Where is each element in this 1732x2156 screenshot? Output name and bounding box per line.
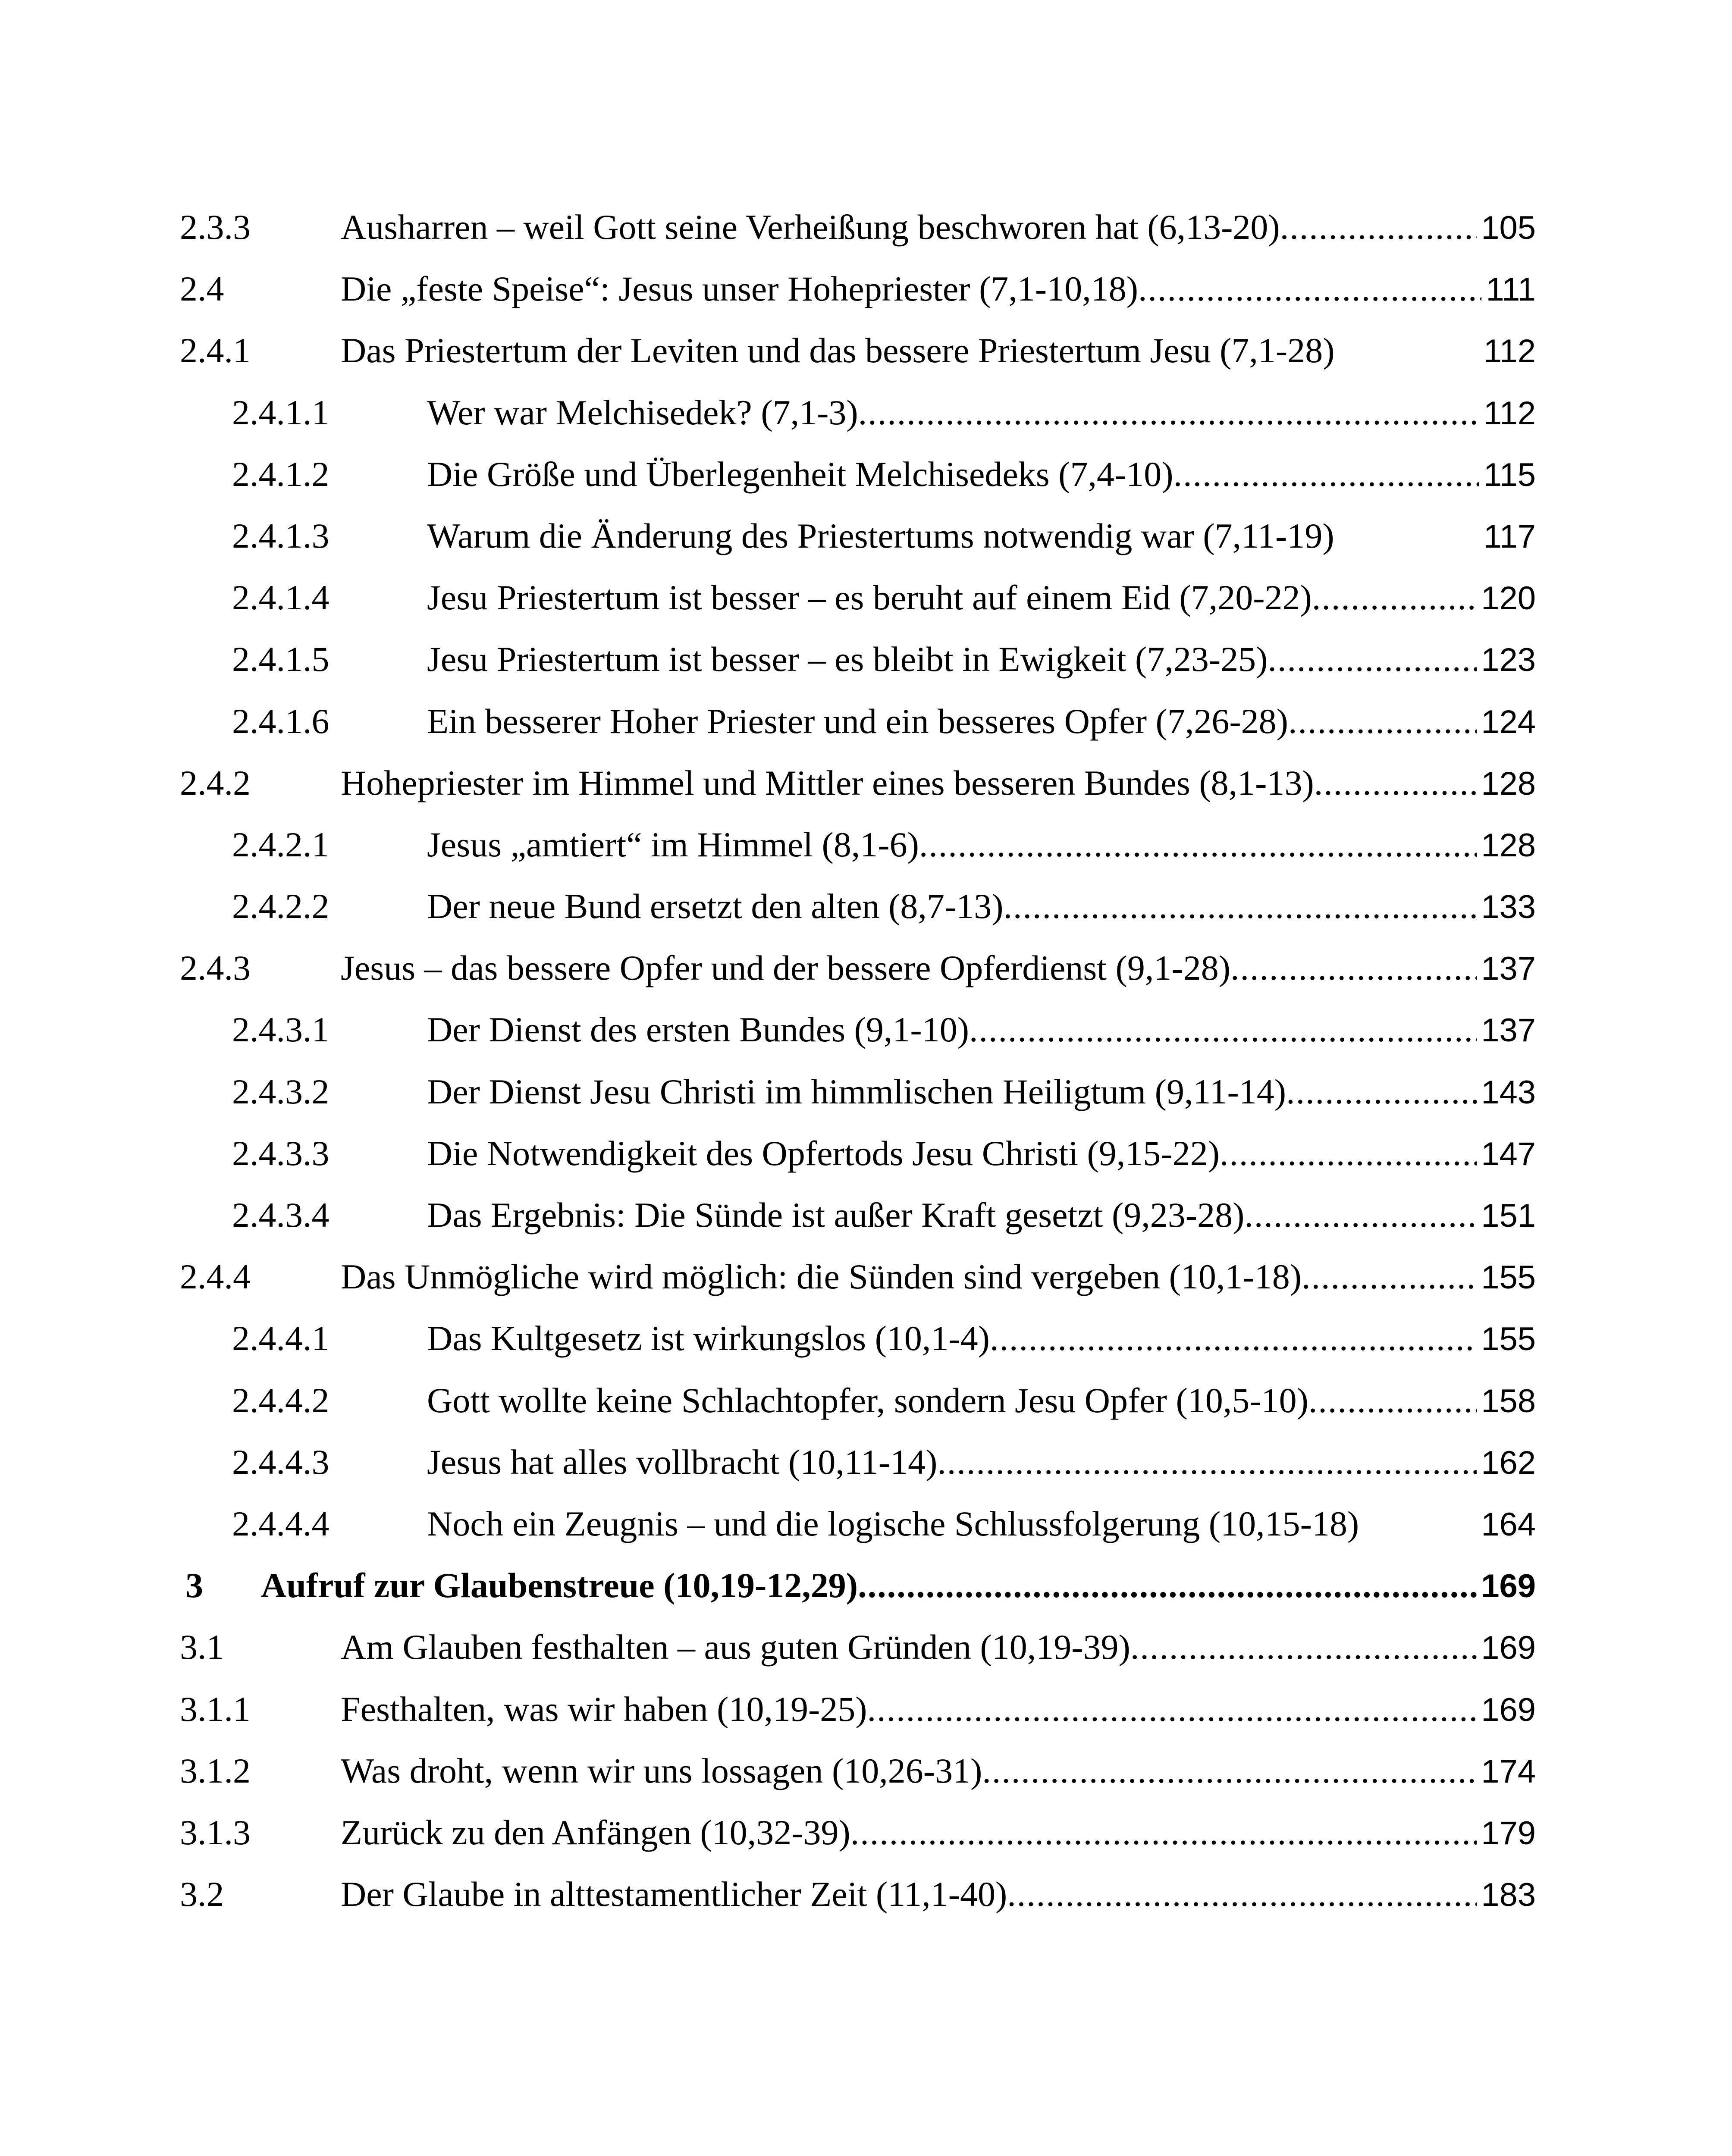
toc-entry[interactable] (0, 690, 1732, 752)
toc-entry[interactable] (0, 1307, 1732, 1369)
entry-title: Die Notwendigkeit des Opfertods Jesu Christi (9,15-22) (427, 1133, 1220, 1173)
entry-page-number: 124 (1481, 703, 1536, 740)
entry-number: 2.4.4.1 (232, 1319, 329, 1358)
entry-title: Das Kultgesetz ist wirkungslos (10,1-4) (427, 1319, 990, 1358)
toc-entry[interactable] (0, 1369, 1732, 1431)
dot-leader (990, 1307, 1477, 1369)
entry-title: Der Glaube in alttestamentlicher Zeit (11,1-40) (341, 1874, 1007, 1914)
entry-title: Der Dienst Jesu Christi im himmlischen Heiligtum (9,11-14) (427, 1072, 1286, 1111)
entry-number: 3.2 (180, 1874, 224, 1914)
entry-page-number: 137 (1481, 950, 1536, 987)
entry-number: 2.4.1.3 (232, 516, 329, 555)
entry-number: 3.1.3 (180, 1812, 251, 1852)
entry-page-number: 112 (1483, 333, 1536, 370)
toc-entry[interactable] (0, 1740, 1732, 1802)
entry-title: Der Dienst des ersten Bundes (9,1-10) (427, 1010, 970, 1050)
entry-number: 2.4.3 (180, 948, 251, 988)
toc-entry[interactable] (0, 1616, 1732, 1678)
entry-page-number: 117 (1483, 518, 1536, 555)
entry-number: 2.4.3.3 (232, 1133, 329, 1173)
dot-leader (1312, 567, 1477, 628)
toc-entry[interactable] (0, 1246, 1732, 1307)
dot-leader (858, 382, 1479, 443)
toc-entry-chapter[interactable] (0, 1554, 1732, 1616)
toc-entry[interactable] (0, 1802, 1732, 1863)
toc-entry[interactable] (0, 505, 1732, 567)
toc-entry[interactable] (0, 814, 1732, 875)
entry-number: 2.4.3.4 (232, 1195, 329, 1235)
toc-entry[interactable] (0, 1122, 1732, 1184)
dot-leader (1230, 937, 1477, 999)
entry-title: Jesus hat alles vollbracht (10,11-14) (427, 1442, 938, 1482)
entry-page-number: 128 (1481, 827, 1536, 864)
toc-entry[interactable] (0, 1678, 1732, 1740)
entry-page-number: 169 (1481, 1630, 1536, 1667)
entry-page-number: 143 (1481, 1074, 1536, 1111)
dot-leader (1268, 628, 1477, 690)
entry-number: 2.4.4 (180, 1257, 251, 1297)
dot-leader (858, 1554, 1477, 1616)
dot-leader (1130, 1616, 1477, 1678)
dot-leader (982, 1740, 1477, 1802)
entry-number: 2.4.1.2 (232, 454, 329, 494)
toc-entry[interactable] (0, 567, 1732, 628)
entry-number: 2.4.1 (180, 331, 251, 370)
entry-page-number: 133 (1481, 889, 1536, 926)
entry-title: Jesus – das bessere Opfer und der bessere Opferdienst (9,1-28) (341, 948, 1231, 988)
entry-title: Der neue Bund ersetzt den alten (8,7-13) (427, 887, 1004, 926)
dot-leader (1280, 196, 1477, 258)
entry-page-number: 169 (1481, 1691, 1536, 1728)
entry-title: Am Glauben festhalten – aus guten Gründen (10,19-39) (341, 1627, 1130, 1667)
entry-page-number: 174 (1481, 1753, 1536, 1790)
entry-page-number: 151 (1481, 1197, 1536, 1234)
entry-page-number: 164 (1481, 1506, 1536, 1543)
toc-entry[interactable] (0, 258, 1732, 320)
entry-title: Zurück zu den Anfängen (10,32-39) (341, 1812, 850, 1852)
entry-number: 2.4.3.2 (232, 1072, 329, 1111)
toc-entry[interactable] (0, 382, 1732, 443)
entry-number: 2.4.1.4 (232, 578, 329, 617)
toc-entry[interactable] (0, 196, 1732, 258)
entry-page-number: 155 (1481, 1321, 1536, 1358)
entry-title: Die Größe und Überlegenheit Melchisedeks (7,4-10) (427, 454, 1173, 494)
entry-title: Ausharren – weil Gott seine Verheißung beschworen hat (6,13-20) (341, 207, 1280, 247)
entry-page-number: 179 (1481, 1814, 1536, 1852)
entry-page-number: 137 (1481, 1012, 1536, 1049)
dot-leader (1220, 1122, 1477, 1184)
entry-page-number: 120 (1481, 580, 1536, 617)
entry-number: 2.4 (180, 269, 224, 309)
toc-entry[interactable] (0, 1863, 1732, 1925)
entry-number: 2.3.3 (180, 207, 251, 247)
entry-number: 2.4.4.3 (232, 1442, 329, 1482)
entry-page-number: 158 (1481, 1382, 1536, 1420)
toc-entry[interactable] (0, 443, 1732, 505)
dot-leader (919, 814, 1477, 875)
entry-title: Jesus „amtiert“ im Himmel (8,1-6) (427, 824, 919, 864)
entry-page-number: 169 (1481, 1568, 1536, 1605)
toc-entry[interactable] (0, 1493, 1732, 1554)
entry-page-number: 147 (1481, 1135, 1536, 1172)
entry-page-number: 155 (1481, 1259, 1536, 1296)
dot-leader (1007, 1863, 1477, 1925)
toc-entry[interactable] (0, 999, 1732, 1060)
entry-title: Wer war Melchisedek? (7,1-3) (427, 392, 858, 432)
entry-title: Was droht, wenn wir uns lossagen (10,26-31) (341, 1751, 982, 1790)
entry-title: Festhalten, was wir haben (10,19-25) (341, 1689, 867, 1729)
entry-title: Gott wollte keine Schlachtopfer, sondern Jesu Opfer (10,5-10) (427, 1380, 1308, 1420)
toc-entry[interactable] (0, 875, 1732, 937)
entry-title: Ein besserer Hoher Priester und ein besseres Opfer (7,26-28) (427, 701, 1288, 741)
dot-leader (937, 1431, 1477, 1493)
dot-leader (867, 1678, 1477, 1740)
dot-leader (1138, 258, 1481, 320)
entry-page-number: 128 (1481, 765, 1536, 802)
entry-number: 2.4.4.2 (232, 1380, 329, 1420)
dot-leader (1004, 875, 1477, 937)
entry-title: Hohepriester im Himmel und Mittler eines besseren Bundes (8,1-13) (341, 763, 1314, 802)
entry-number: 2.4.1.5 (232, 639, 329, 679)
entry-title: Das Ergebnis: Die Sünde ist außer Kraft gesetzt (9,23-28) (427, 1195, 1245, 1235)
entry-title: Aufruf zur Glaubenstreue (10,19-12,29) (261, 1566, 858, 1605)
entry-number: 3 (185, 1566, 203, 1605)
entry-title: Noch ein Zeugnis – und die logische Schlussfolgerung (10,15-18) (427, 1504, 1359, 1543)
dot-leader (850, 1802, 1477, 1863)
entry-number: 2.4.1.1 (232, 392, 329, 432)
toc-entry[interactable] (0, 628, 1732, 690)
toc-entry[interactable] (0, 937, 1732, 999)
entry-number: 2.4.4.4 (232, 1504, 329, 1543)
entry-page-number: 123 (1481, 642, 1536, 679)
dot-leader (1302, 1246, 1477, 1307)
entry-page-number: 105 (1481, 210, 1536, 246)
entry-number: 2.4.2.1 (232, 824, 329, 864)
dot-leader (969, 999, 1477, 1060)
entry-number: 2.4.3.1 (232, 1010, 329, 1050)
entry-title: Warum die Änderung des Priestertums notwendig war (7,11-19) (427, 516, 1334, 555)
entry-number: 2.4.2.2 (232, 887, 329, 926)
toc-entry[interactable] (0, 320, 1732, 381)
entry-number: 2.4.2 (180, 763, 251, 802)
entry-page-number: 162 (1481, 1444, 1536, 1481)
dot-leader (1308, 1369, 1477, 1431)
toc-entry[interactable] (0, 1184, 1732, 1246)
dot-leader (1244, 1184, 1477, 1246)
toc-entry[interactable] (0, 752, 1732, 814)
entry-number: 3.1 (180, 1627, 224, 1667)
entry-number: 2.4.1.6 (232, 701, 329, 741)
dot-leader (1286, 1061, 1477, 1122)
entry-title: Das Priestertum der Leviten und das bessere Priestertum Jesu (7,1-28) (341, 331, 1335, 370)
dot-leader (1288, 690, 1477, 752)
toc-entry[interactable] (0, 1061, 1732, 1122)
dot-leader (1314, 752, 1477, 814)
table-of-contents (0, 196, 1732, 1925)
dot-leader (1173, 443, 1479, 505)
toc-entry[interactable] (0, 1431, 1732, 1493)
entry-page-number: 183 (1481, 1877, 1536, 1914)
entry-number: 3.1.1 (180, 1689, 251, 1729)
entry-page-number: 115 (1483, 456, 1536, 493)
entry-title: Die „feste Speise“: Jesus unser Hohepriester (7,1-10,18) (341, 269, 1139, 309)
entry-page-number: 112 (1483, 395, 1536, 432)
entry-title: Das Unmögliche wird möglich: die Sünden sind vergeben (10,1-18) (341, 1257, 1302, 1297)
entry-page-number: 111 (1486, 271, 1536, 308)
entry-number: 3.1.2 (180, 1751, 251, 1790)
entry-title: Jesu Priestertum ist besser – es beruht auf einem Eid (7,20-22) (427, 578, 1312, 617)
entry-title: Jesu Priestertum ist besser – es bleibt in Ewigkeit (7,23-25) (427, 639, 1268, 679)
